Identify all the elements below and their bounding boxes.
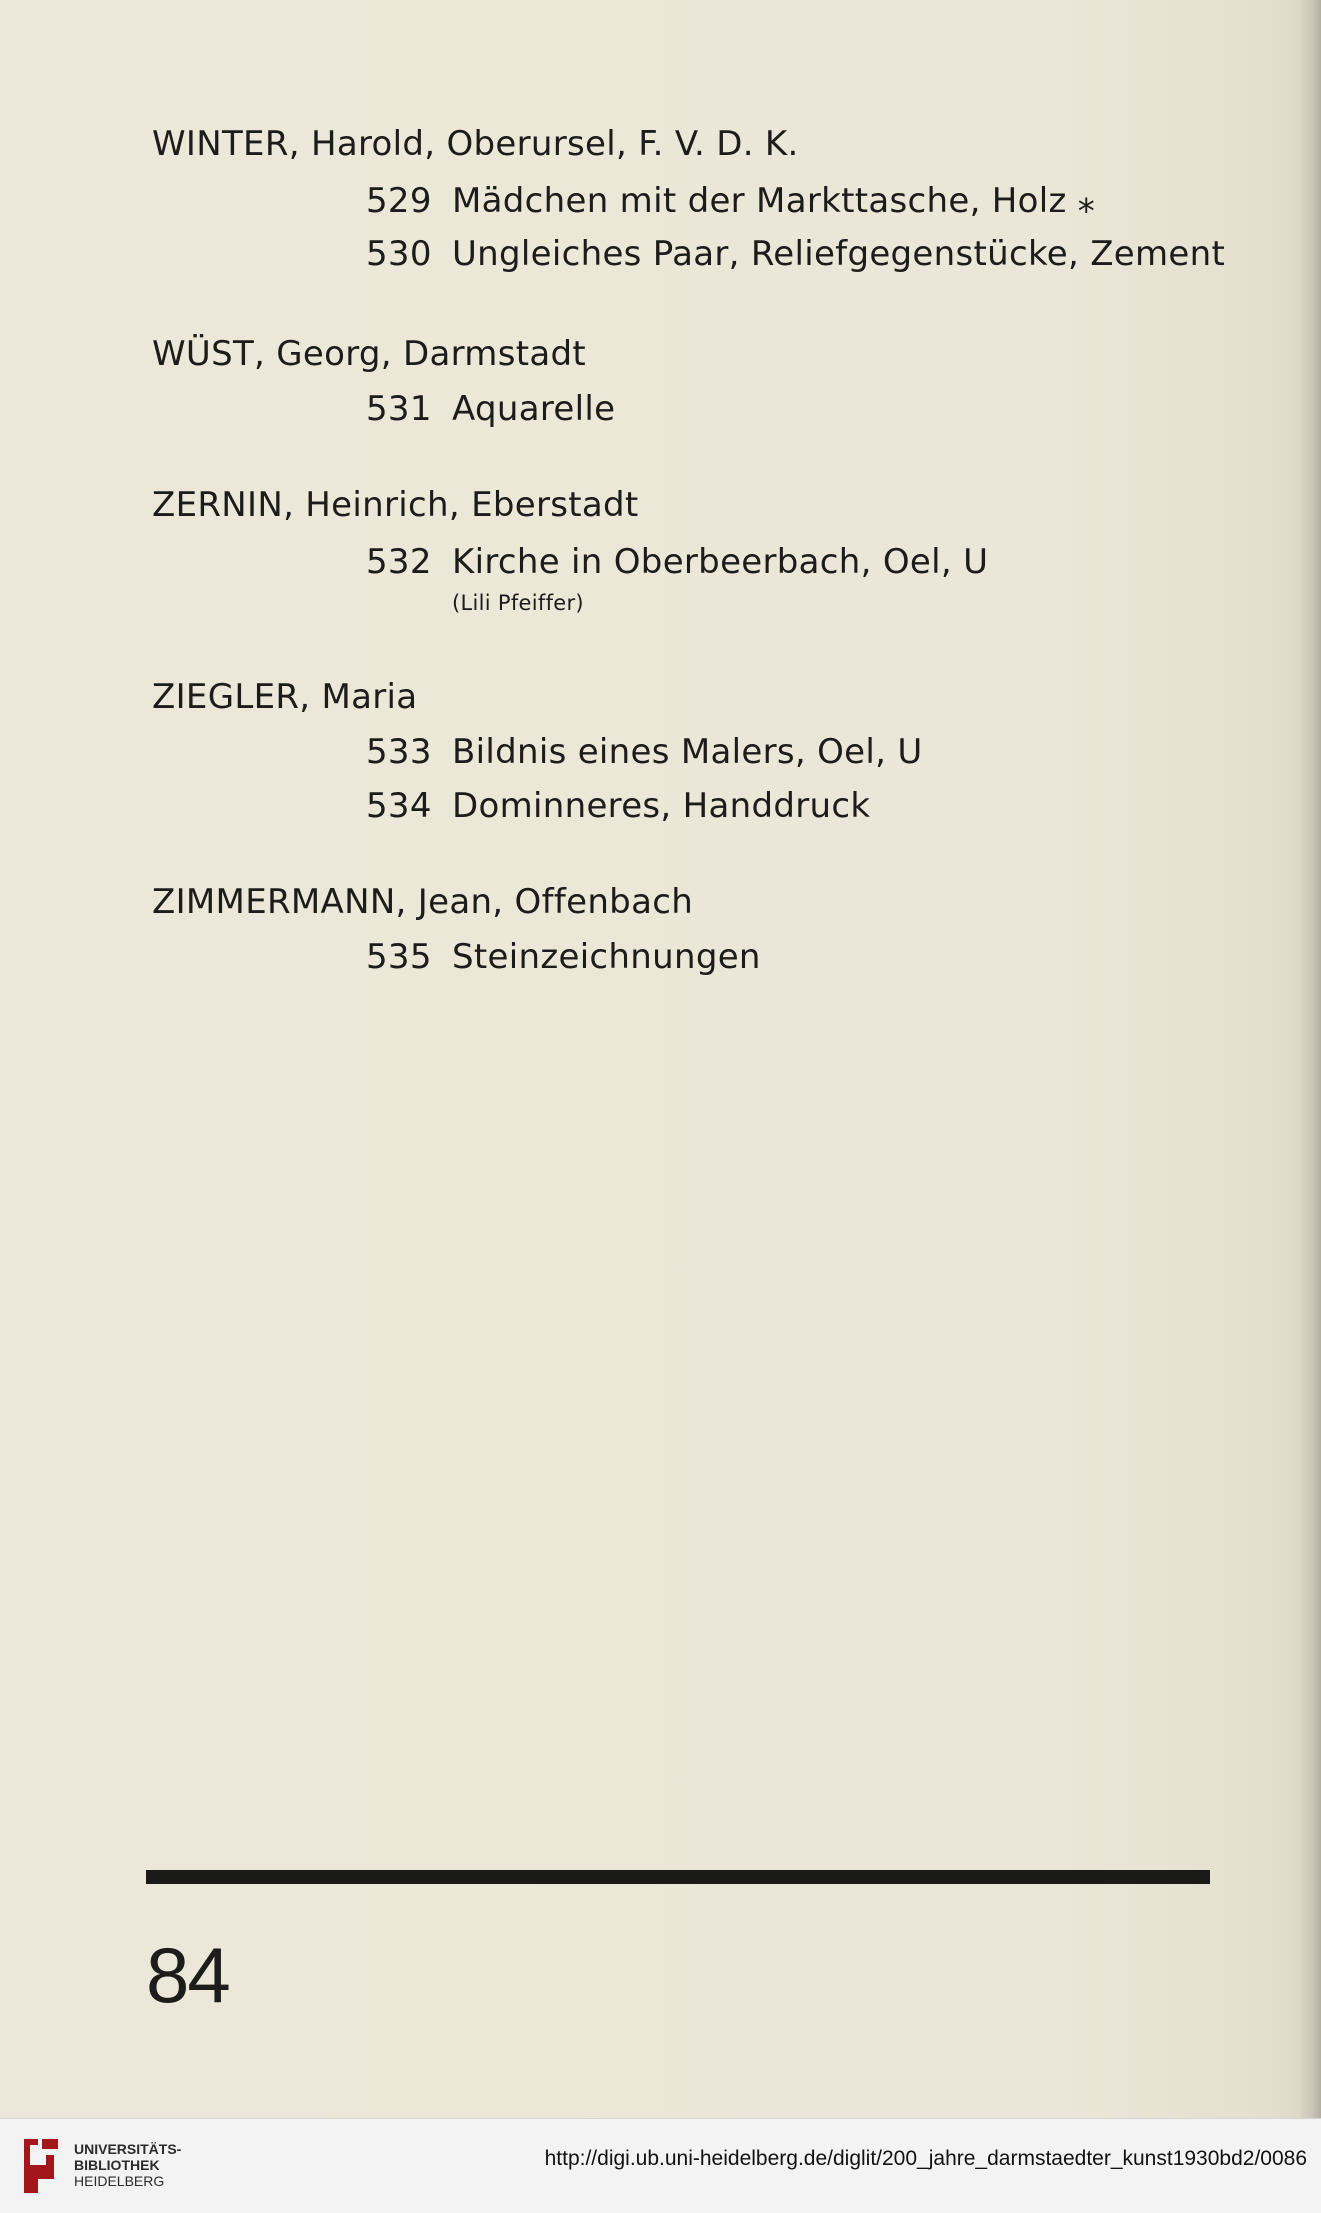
- artist-heading: ZERNIN, Heinrich, Eberstadt: [152, 485, 639, 525]
- work-title: Ungleiches Paar, Reliefgegenstücke, Zement: [452, 234, 1226, 274]
- catalog-number: 533: [366, 732, 432, 772]
- work-title: Bildnis eines Malers, Oel, U: [452, 732, 923, 772]
- library-name: [74, 2141, 181, 2189]
- catalog-number: 532: [366, 542, 432, 582]
- work-title: Dominneres, Handdruck: [452, 786, 871, 826]
- catalog-entry: [366, 937, 761, 977]
- work-title: Aquarelle: [452, 389, 616, 429]
- catalog-number: 531: [366, 389, 432, 429]
- catalog-entry: [366, 786, 870, 826]
- library-name-line: BIBLIOTHEK: [74, 2157, 160, 2173]
- catalog-number: 529: [366, 181, 432, 221]
- work-title: Mädchen mit der Markttasche, Holz ⁎: [452, 181, 1096, 221]
- artist-heading: ZIEGLER, Maria: [152, 677, 418, 717]
- work-title: Steinzeichnungen: [452, 937, 761, 977]
- work-note: (Lili Pfeiffer): [452, 591, 584, 615]
- digitization-footer: [0, 2118, 1321, 2213]
- catalog-entry: [366, 389, 615, 429]
- catalog-number: 535: [366, 937, 432, 977]
- catalog-number: 534: [366, 786, 432, 826]
- artist-heading: WINTER, Harold, Oberursel, F. V. D. K.: [152, 124, 799, 164]
- permalink-url[interactable]: http://digi.ub.uni-heidelberg.de/diglit/200_jahre_darmstaedter_kunst1930bd2/0086: [544, 2147, 1307, 2170]
- catalog-entry: [366, 732, 923, 772]
- artist-heading: ZIMMERMANN, Jean, Offenbach: [152, 882, 694, 922]
- work-title: Kirche in Oberbeerbach, Oel, U: [452, 542, 989, 582]
- library-logo-icon: [16, 2135, 62, 2197]
- catalog-entry: [366, 181, 1095, 221]
- page-number: 84: [146, 1931, 229, 2019]
- artist-heading: WÜST, Georg, Darmstadt: [152, 334, 587, 374]
- catalog-number: 530: [366, 234, 432, 274]
- horizontal-rule: [146, 1870, 1210, 1884]
- library-name-line: UNIVERSITÄTS-: [74, 2141, 182, 2157]
- catalog-entry: [366, 234, 1225, 274]
- library-name-line: HEIDELBERG: [74, 2173, 165, 2189]
- catalog-entry: [366, 542, 988, 582]
- page-edge-shadow: [1299, 0, 1321, 2118]
